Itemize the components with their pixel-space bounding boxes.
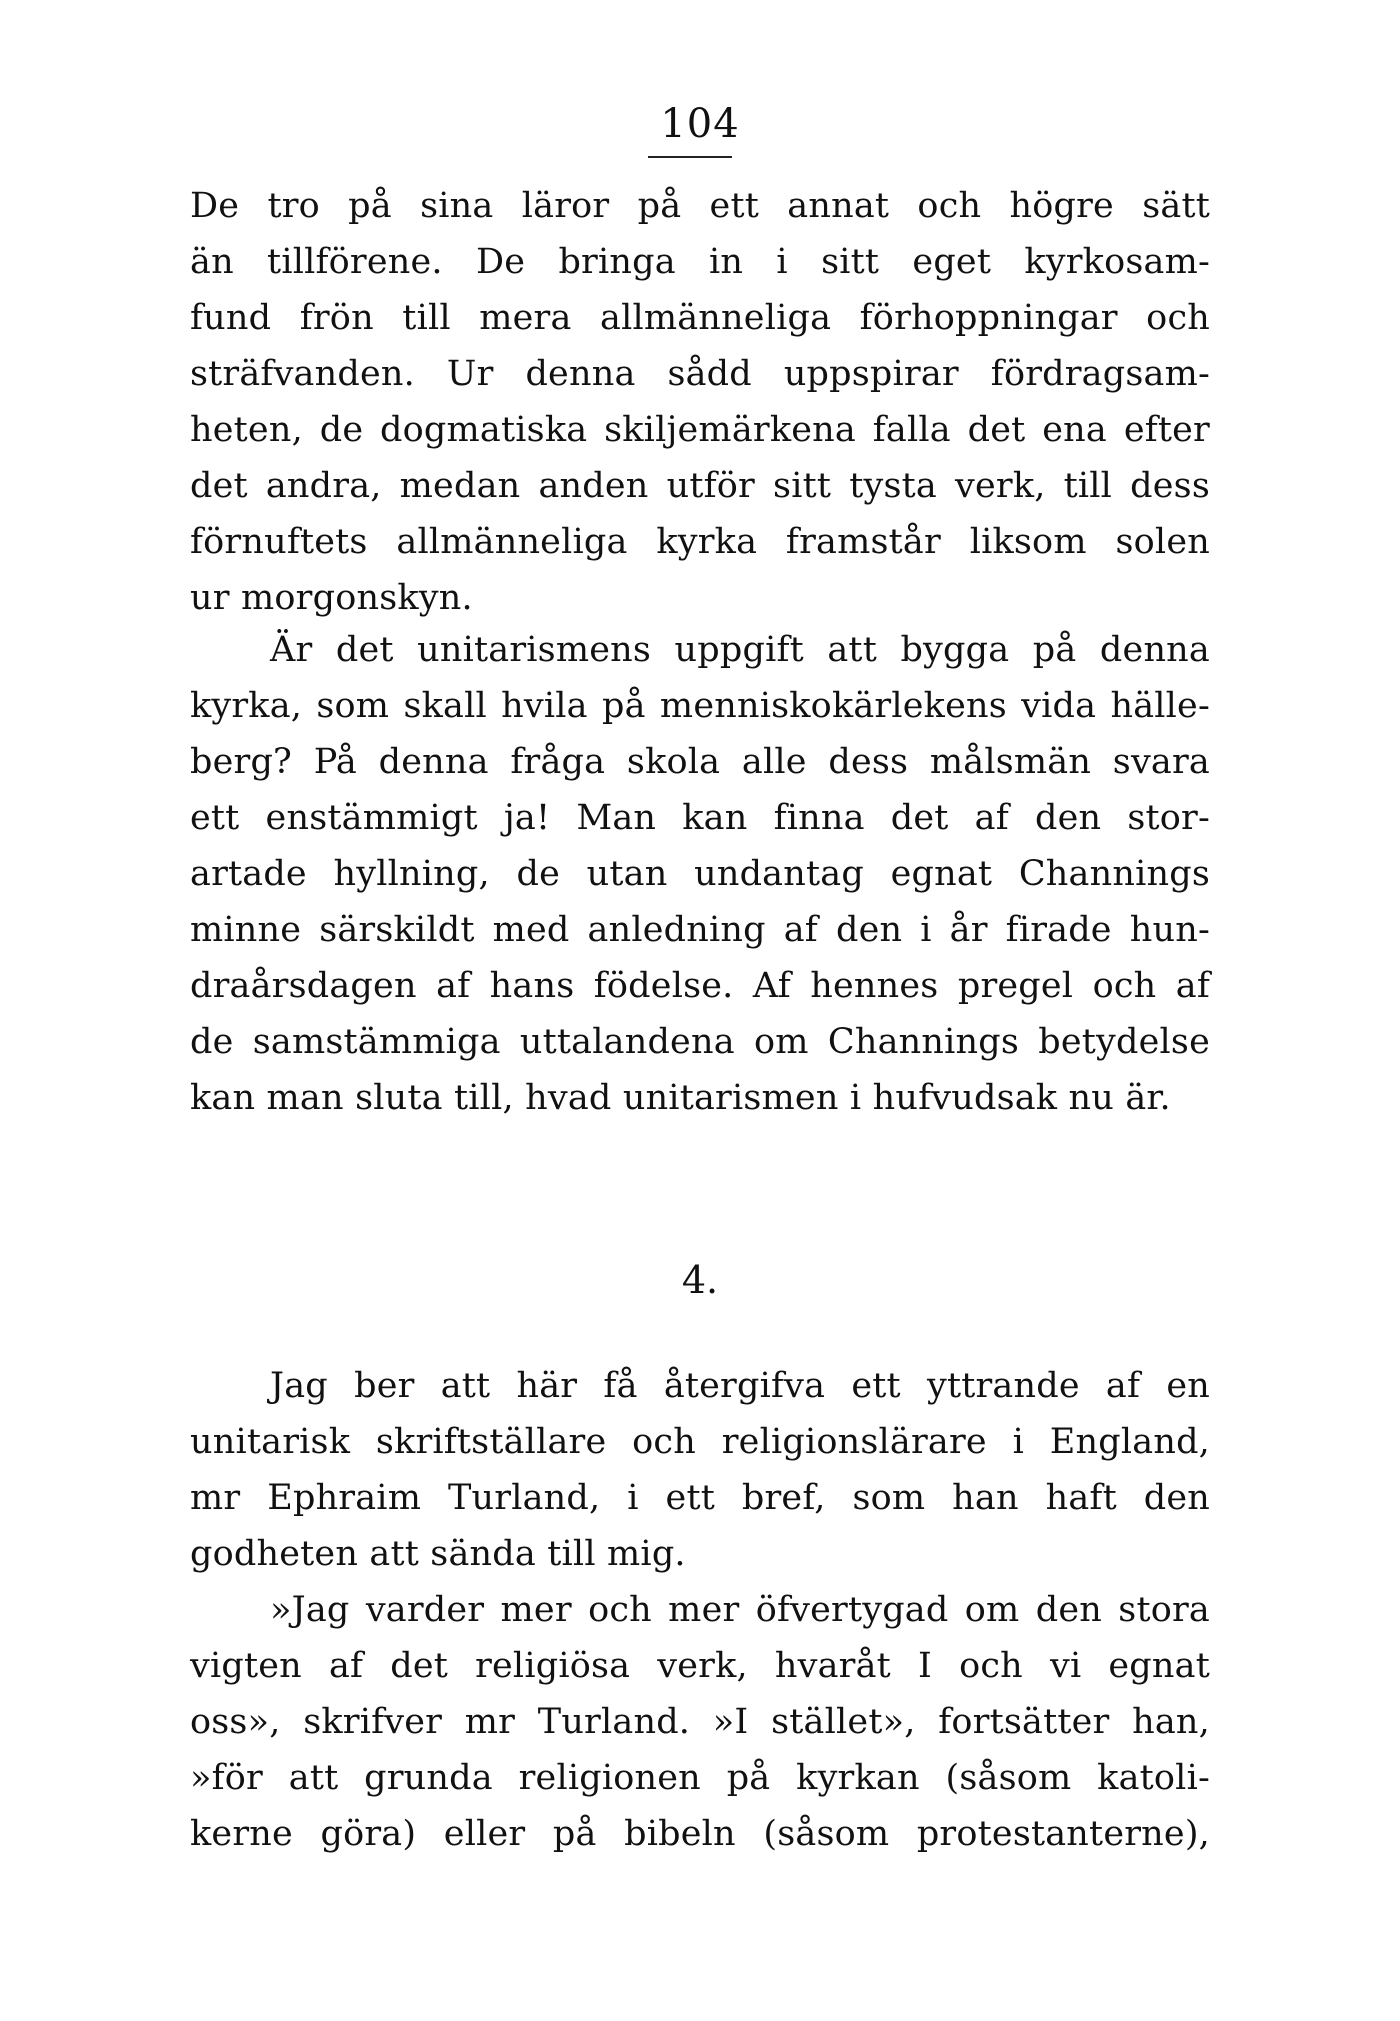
text-line: sträfvanden. Ur denna sådd uppspirar fördragsam- [190, 354, 1210, 394]
text-line: De tro på sina läror på ett annat och högre sätt [190, 186, 1210, 226]
text-line: kan man sluta till, hvad unitarismen i hufvudsak nu är. [190, 1078, 1171, 1118]
paragraph-4 [190, 1582, 1210, 1862]
text-line: de samstämmiga uttalandena om Channings betydelse [190, 1022, 1210, 1062]
text-line: artade hyllning, de utan undantag egnat Channings [190, 854, 1210, 894]
text-line: Är det unitarismens uppgift att bygga på denna [270, 630, 1210, 670]
page-number: 104 [660, 101, 740, 147]
text-line: minne särskildt med anledning af den i år firade hun- [190, 910, 1210, 950]
text-line: berg? På denna fråga skola alle dess målsmän svara [190, 742, 1210, 782]
paragraph-2 [190, 622, 1210, 1126]
text-line: kyrka, som skall hvila på menniskokärlekens vida hälle- [190, 686, 1210, 726]
text-line: Jag ber att här få återgifva ett yttrande af en [270, 1366, 1210, 1406]
paragraph-1 [190, 178, 1210, 626]
text-line: det andra, medan anden utför sitt tysta verk, till dess [190, 466, 1210, 506]
text-line: ett enstämmigt ja! Man kan finna det af den stor- [190, 798, 1210, 838]
text-line: oss», skrifver mr Turland. »I stället», fortsätter han, [190, 1702, 1210, 1742]
text-line: godheten att sända till mig. [190, 1534, 686, 1574]
paragraph-3 [190, 1358, 1210, 1582]
text-line: »för att grunda religionen på kyrkan (såsom katoli- [190, 1758, 1210, 1798]
text-line: vigten af det religiösa verk, hvaråt I och vi egnat [190, 1646, 1210, 1686]
text-line: draårsdagen af hans födelse. Af hennes pregel och af [190, 966, 1210, 1006]
text-line: mr Ephraim Turland, i ett bref, som han haft den [190, 1478, 1210, 1518]
text-line: unitarisk skriftställare och religionslärare i England, [190, 1422, 1210, 1462]
text-line: »Jag varder mer och mer öfvertygad om den stora [270, 1590, 1210, 1630]
text-line: ur morgonskyn. [190, 578, 473, 618]
page-number-rule [648, 156, 732, 158]
text-line: heten, de dogmatiska skiljemärkena falla det ena efter [190, 410, 1210, 450]
section-heading: 4. [681, 1258, 719, 1302]
text-line: kerne göra) eller på bibeln (såsom protestanterne), [190, 1814, 1210, 1854]
text-line: fund frön till mera allmänneliga förhoppningar och [190, 298, 1210, 338]
text-line: förnuftets allmänneliga kyrka framstår liksom solen [190, 522, 1210, 562]
text-line: än tillförene. De bringa in i sitt eget kyrkosam- [190, 242, 1210, 282]
